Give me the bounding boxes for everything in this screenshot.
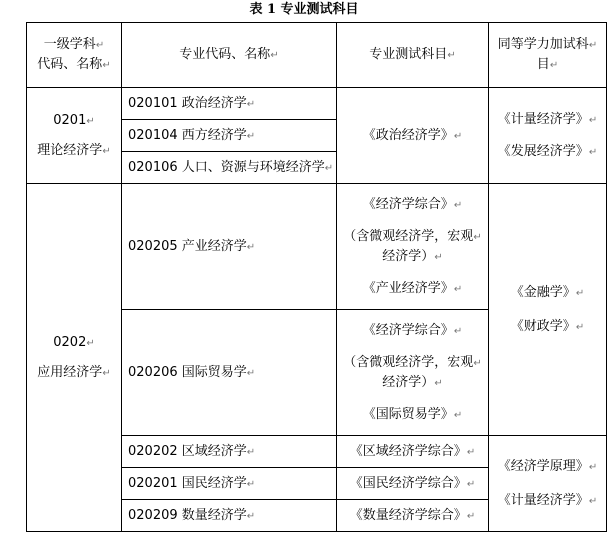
paragraph-mark-icon: ↵ [466,510,476,522]
major-cell: 020205 产业经济学↵ [122,184,337,310]
paragraph-mark-icon: ↵ [575,321,585,333]
table-row [27,184,607,310]
paragraph-mark-icon: ↵ [86,337,95,349]
paragraph-mark-icon: ↵ [434,377,443,389]
extra-subject-cell: 《金融学》↵ 《财政学》↵ [489,184,607,436]
paragraph-mark-icon: ↵ [246,367,256,379]
paragraph-mark-icon: ↵ [447,50,456,61]
paragraph-mark-icon: ↵ [588,461,598,473]
header-test-subject: 专业测试科目↵ [337,23,489,88]
extra-subject-cell: 《计量经济学》↵ 《发展经济学》↵ [489,88,607,184]
paragraph-mark-icon: ↵ [575,287,585,299]
paragraph-mark-icon: ↵ [95,40,105,51]
discipline-cell: 0202↵ 应用经济学↵ [27,184,122,532]
paragraph-mark-icon: ↵ [453,409,463,421]
paragraph-mark-icon: ↵ [102,60,111,71]
paragraph-mark-icon: ↵ [453,325,463,337]
paragraph-mark-icon: ↵ [434,251,443,263]
paragraph-mark-icon: ↵ [246,478,256,490]
major-cell: 020106 人口、资源与环境经济学↵ [122,152,337,184]
paragraph-mark-icon: ↵ [473,231,482,243]
table-row [27,88,607,120]
major-cell: 020101 政治经济学↵ [122,88,337,120]
paragraph-mark-icon: ↵ [473,357,482,369]
paragraph-mark-icon: ↵ [588,40,598,51]
extra-subject-cell: 《经济学原理》↵ 《计量经济学》↵ [489,436,607,532]
paragraph-mark-icon: ↵ [588,146,598,158]
paragraph-mark-icon: ↵ [588,114,598,126]
header-major: 专业代码、名称↵ [122,23,337,88]
header-row [27,23,607,88]
test-subject-cell: 《经济学综合》↵ （含微观经济学，宏观↵ 经济学）↵ 《产业经济学》↵ [337,184,489,310]
paragraph-mark-icon: ↵ [270,50,279,61]
paragraph-mark-icon: ↵ [453,283,463,295]
paragraph-mark-icon: ↵ [246,98,256,110]
paragraph-mark-icon: ↵ [324,162,334,174]
test-subject-cell: 《经济学综合》↵ （含微观经济学，宏观↵ 经济学）↵ 《国际贸易学》↵ [337,310,489,436]
test-subject-cell: 《区域经济学综合》↵ [337,436,489,468]
major-cell: 020206 国际贸易学↵ [122,310,337,436]
discipline-cell: 0201↵ 理论经济学↵ [27,88,122,184]
test-subject-cell: 《国民经济学综合》↵ [337,468,489,500]
major-cell: 020202 区域经济学↵ [122,436,337,468]
table-caption: 表 1 专业测试科目 [249,2,359,17]
paragraph-mark-icon: ↵ [86,115,95,127]
paragraph-mark-icon: ↵ [246,241,256,253]
paragraph-mark-icon: ↵ [453,199,463,211]
header-discipline: 一级学科↵ 代码、名称↵ [27,23,122,88]
paragraph-mark-icon: ↵ [246,130,256,142]
major-cell: 020104 西方经济学↵ [122,120,337,152]
major-cell: 020209 数量经济学↵ [122,500,337,532]
paragraph-mark-icon: ↵ [102,145,111,157]
paragraph-mark-icon: ↵ [549,60,559,71]
test-subject-cell: 《政治经济学》↵ [337,88,489,184]
paragraph-mark-icon: ↵ [466,478,476,490]
paragraph-mark-icon: ↵ [246,446,256,458]
test-subject-cell: 《数量经济学综合》↵ [337,500,489,532]
major-cell: 020201 国民经济学↵ [122,468,337,500]
paragraph-mark-icon: ↵ [102,367,111,379]
paragraph-mark-icon: ↵ [453,130,463,142]
exam-subjects-table [26,22,607,532]
paragraph-mark-icon: ↵ [466,446,476,458]
paragraph-mark-icon: ↵ [588,495,598,507]
paragraph-mark-icon: ↵ [246,510,256,522]
header-extra-subject: 同等学力加试科↵ 目↵ [489,23,607,88]
